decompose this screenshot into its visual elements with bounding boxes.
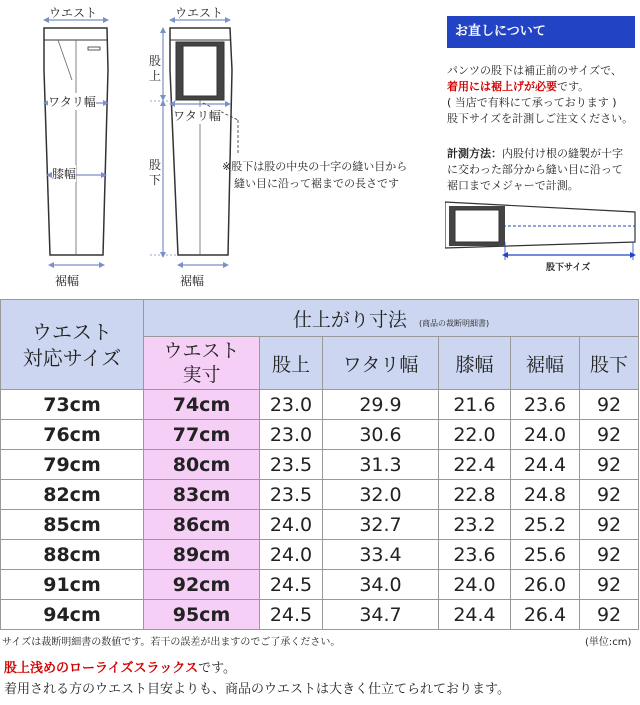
cell-thigh: 30.6 xyxy=(323,420,439,450)
table-row xyxy=(1,450,639,480)
cell-waist-size: 79cm xyxy=(1,450,144,480)
cell-actual-waist: 95cm xyxy=(144,600,260,630)
waist-guidance-note: 着用される方のウエスト目安よりも、商品のウエストは大きく仕立てられております。 xyxy=(4,682,510,697)
measure-line1 xyxy=(447,146,623,162)
alteration-heading: お直しについて xyxy=(447,16,635,48)
cell-inseam: 92 xyxy=(580,540,639,570)
measure-line1-text: 内股付け根の縫製が十字 xyxy=(502,147,623,160)
alteration-line2 xyxy=(447,79,589,95)
header-group-label: 仕上がり寸法 xyxy=(292,308,407,331)
cell-waist-size: 82cm xyxy=(1,480,144,510)
cell-thigh: 34.7 xyxy=(323,600,439,630)
alteration-line1: パンツの股下は補正前のサイズで、 xyxy=(447,64,622,77)
cell-waist-size: 73cm xyxy=(1,390,144,420)
cell-knee: 22.8 xyxy=(439,480,511,510)
cell-actual-waist: 80cm xyxy=(144,450,260,480)
cell-rise: 23.0 xyxy=(260,420,323,450)
front-hem-label: 裾幅 xyxy=(55,274,80,288)
cell-hem: 24.4 xyxy=(511,450,580,480)
low-rise-highlight: 股上浅めのローライズスラックス xyxy=(4,661,199,676)
cell-inseam: 92 xyxy=(580,510,639,540)
cell-rise: 24.5 xyxy=(260,570,323,600)
cell-knee: 23.6 xyxy=(439,540,511,570)
cell-knee: 23.2 xyxy=(439,510,511,540)
header-waist-size-line2: 対応サイズ xyxy=(22,345,122,370)
header-knee: 膝幅 xyxy=(439,337,511,390)
cell-knee: 24.0 xyxy=(439,570,511,600)
cell-actual-waist: 74cm xyxy=(144,390,260,420)
cell-knee: 22.4 xyxy=(439,450,511,480)
cell-rise: 23.5 xyxy=(260,450,323,480)
measure-label: 計測方法： xyxy=(447,147,502,160)
side-thigh-label: ワタリ幅 xyxy=(173,109,221,123)
side-rise-label: 股上 xyxy=(148,54,161,83)
table-row xyxy=(1,600,639,630)
header-inseam: 股下 xyxy=(580,337,639,390)
front-thigh-label: ワタリ幅 xyxy=(48,95,96,109)
inseam-note-line2: 縫い目に沿って裾までの長さです xyxy=(234,177,399,190)
cell-waist-size: 88cm xyxy=(1,540,144,570)
cell-inseam: 92 xyxy=(580,600,639,630)
cell-waist-size: 76cm xyxy=(1,420,144,450)
header-finished-dimensions xyxy=(144,300,639,337)
cell-inseam: 92 xyxy=(580,420,639,450)
inseam-measure-diagram xyxy=(445,198,640,276)
cell-inseam: 92 xyxy=(580,450,639,480)
side-waist-label: ウエスト xyxy=(175,6,224,20)
header-actual-waist-line1: ウエスト xyxy=(163,340,240,362)
cell-rise: 23.0 xyxy=(260,390,323,420)
header-group-note: (商品の裁断明細書) xyxy=(418,318,490,328)
low-rise-suffix: です。 xyxy=(198,661,237,676)
cell-inseam: 92 xyxy=(580,570,639,600)
cell-hem: 25.2 xyxy=(511,510,580,540)
header-hem: 裾幅 xyxy=(511,337,580,390)
inseam-size-caption: 股下サイズ xyxy=(546,263,591,273)
cell-rise: 24.0 xyxy=(260,510,323,540)
cell-actual-waist: 77cm xyxy=(144,420,260,450)
alteration-line3: ( 当店で有料にて承っております ) xyxy=(447,96,617,109)
cell-thigh: 32.0 xyxy=(323,480,439,510)
cell-hem: 26.0 xyxy=(511,570,580,600)
cell-rise: 23.5 xyxy=(260,480,323,510)
table-row xyxy=(1,420,639,450)
table-row xyxy=(1,390,639,420)
cell-inseam: 92 xyxy=(580,390,639,420)
cell-actual-waist: 89cm xyxy=(144,540,260,570)
cell-waist-size: 91cm xyxy=(1,570,144,600)
cell-knee: 24.4 xyxy=(439,600,511,630)
low-rise-note xyxy=(4,657,236,676)
measure-line3: 裾口までメジャーで計測。 xyxy=(447,179,579,192)
cell-thigh: 29.9 xyxy=(323,390,439,420)
unit-note: (単位:cm) xyxy=(585,637,632,648)
hem-required-text: 着用には裾上げが必要 xyxy=(447,80,557,93)
cell-knee: 22.0 xyxy=(439,420,511,450)
front-waist-label: ウエスト xyxy=(49,6,98,20)
cell-knee: 21.6 xyxy=(439,390,511,420)
side-inseam-label: 股下 xyxy=(148,158,161,187)
cell-actual-waist: 83cm xyxy=(144,480,260,510)
cell-inseam: 92 xyxy=(580,480,639,510)
inseam-note-line1: ※股下は股の中央の十字の縫い目から xyxy=(222,160,408,173)
cell-waist-size: 85cm xyxy=(1,510,144,540)
cell-hem: 23.6 xyxy=(511,390,580,420)
header-rise: 股上 xyxy=(260,337,323,390)
cell-hem: 24.8 xyxy=(511,480,580,510)
cell-hem: 26.4 xyxy=(511,600,580,630)
header-waist-size-line1: ウエスト xyxy=(32,319,112,344)
cell-rise: 24.0 xyxy=(260,540,323,570)
header-waist-size xyxy=(1,300,144,390)
cell-thigh: 31.3 xyxy=(323,450,439,480)
cell-waist-size: 94cm xyxy=(1,600,144,630)
alteration-line4: 股下サイズを計測しご注文ください。 xyxy=(447,112,634,125)
table-row xyxy=(1,480,639,510)
cell-thigh: 32.7 xyxy=(323,510,439,540)
header-thigh: ワタリ幅 xyxy=(323,337,439,390)
cell-hem: 25.6 xyxy=(511,540,580,570)
cell-hem: 24.0 xyxy=(511,420,580,450)
measure-line2: に交わった部分から縫い目に沿って xyxy=(447,163,623,176)
footnote-text: サイズは裁断明細書の数値です。若干の誤差が出ますのでご了承ください。 xyxy=(2,637,341,648)
header-actual-waist xyxy=(144,337,260,390)
cell-thigh: 33.4 xyxy=(323,540,439,570)
table-row xyxy=(1,540,639,570)
table-row xyxy=(1,570,639,600)
table-row xyxy=(1,510,639,540)
pants-front-diagram xyxy=(0,0,440,295)
alteration-line2-rest: です。 xyxy=(557,80,590,93)
size-table xyxy=(0,299,639,630)
front-knee-label: 膝幅 xyxy=(52,167,77,181)
cell-actual-waist: 92cm xyxy=(144,570,260,600)
header-actual-waist-line2: 実寸 xyxy=(182,364,221,386)
cell-rise: 24.5 xyxy=(260,600,323,630)
cell-actual-waist: 86cm xyxy=(144,510,260,540)
cell-thigh: 34.0 xyxy=(323,570,439,600)
side-hem-label: 裾幅 xyxy=(180,274,205,288)
